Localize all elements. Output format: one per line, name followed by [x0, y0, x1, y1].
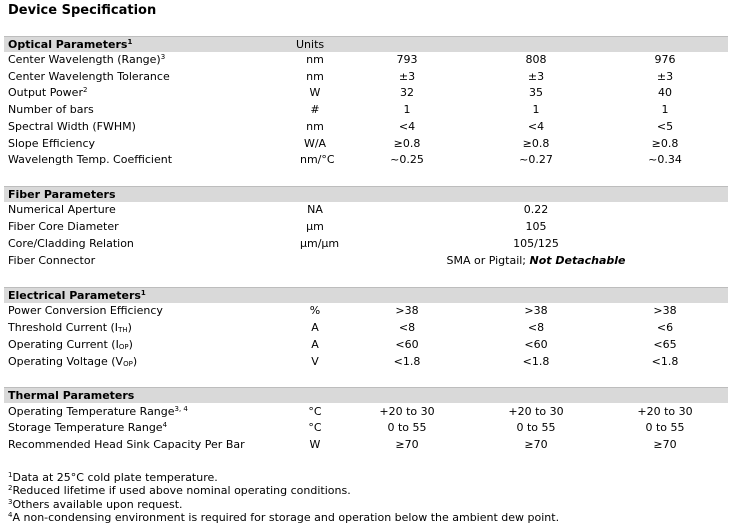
spec-label: Recommended Head Sink Capacity Per Bar — [8, 438, 245, 451]
spec-value-2: ~0.27 — [519, 153, 553, 166]
spec-value-3: 1 — [661, 103, 669, 116]
spec-value-3: ~0.34 — [648, 153, 682, 166]
spec-unit: °C — [308, 405, 322, 418]
spec-row — [4, 136, 728, 152]
spec-value-1: 32 — [400, 86, 414, 99]
spec-value-1: 793 — [396, 53, 418, 66]
spec-value-1: ~0.25 — [390, 153, 424, 166]
spec-value: 105/125 — [513, 237, 559, 250]
footnote: $^3$Others available upon request. — [8, 497, 183, 511]
spec-row — [4, 437, 728, 453]
spec-value-3: >38 — [653, 304, 677, 317]
spec-value-2: ≥70 — [524, 438, 548, 451]
spec-value-3: <5 — [656, 120, 674, 133]
section-header-fiber — [4, 186, 728, 202]
spec-unit: nm — [306, 120, 324, 133]
spec-label: Fiber Connector — [8, 254, 96, 267]
spec-value-3: 976 — [654, 53, 676, 66]
spec-unit: °C — [308, 421, 322, 434]
spec-row — [4, 420, 728, 436]
spec-unit: μm/μm — [300, 237, 340, 250]
spec-row — [4, 85, 728, 101]
spec-value-1: >38 — [395, 304, 419, 317]
spec-label: Fiber Core Diameter — [8, 220, 119, 233]
spec-value: SMA or Pigtail; Not Detachable — [446, 254, 626, 267]
spec-value-2: +20 to 30 — [508, 405, 564, 418]
spec-value-2: 0 to 55 — [516, 421, 556, 434]
spec-value-1: <60 — [395, 338, 419, 351]
spec-unit: nm — [306, 70, 324, 83]
spec-value-2: <60 — [524, 338, 548, 351]
spec-value-1: ≥0.8 — [393, 137, 421, 150]
spec-value: 105 — [525, 220, 547, 233]
spec-label: Spectral Width (FWHM) — [8, 120, 136, 133]
spec-label: Wavelength Temp. Coefficient — [8, 153, 173, 166]
spec-value-1: +20 to 30 — [379, 405, 435, 418]
spec-value-1: ±3 — [398, 70, 416, 83]
page-title: Device Specification — [8, 3, 157, 18]
spec-value-3: 40 — [658, 86, 672, 99]
spec-value-1: <1.8 — [393, 355, 421, 368]
spec-row — [4, 102, 728, 118]
spec-label: Output Power$^2$ — [8, 86, 88, 99]
spec-label: Center Wavelength (Range)$^3$ — [8, 53, 166, 66]
spec-label: Core/Cladding Relation — [8, 237, 134, 250]
spec-unit: μm — [306, 220, 324, 233]
spec-value-3: 0 to 55 — [645, 421, 685, 434]
spec-value-2: ≥0.8 — [522, 137, 550, 150]
spec-row — [4, 69, 728, 85]
spec-row — [4, 52, 728, 68]
spec-row — [4, 303, 728, 319]
spec-value-1: ≥70 — [395, 438, 419, 451]
spec-unit: nm — [306, 53, 324, 66]
section-title: Optical Parameters$^1$ — [8, 38, 133, 51]
spec-value-2: >38 — [524, 304, 548, 317]
spec-row — [4, 337, 728, 353]
footnotes — [8, 471, 559, 524]
section-title: Fiber Parameters — [8, 188, 116, 201]
spec-value-3: <65 — [653, 338, 677, 351]
spec-unit: V — [311, 355, 319, 368]
spec-label: Operating Voltage $(V_{OP})$ — [8, 355, 138, 368]
units-header: Units — [296, 38, 325, 51]
section-header-optical — [4, 36, 728, 52]
spec-label: Operating Current $(I_{OP})$ — [8, 338, 133, 351]
spec-unit: W/A — [303, 137, 327, 150]
spec-unit: nm/°C — [300, 153, 335, 166]
spec-value-3: +20 to 30 — [637, 405, 693, 418]
spec-row — [4, 236, 728, 252]
spec-row — [4, 152, 728, 168]
spec-value-3: ≥70 — [653, 438, 677, 451]
spec-label: Slope Efficiency — [8, 137, 96, 150]
spec-value-1: <8 — [398, 321, 416, 334]
spec-unit: W — [309, 86, 321, 99]
spec-unit: A — [311, 321, 319, 334]
spec-row — [4, 202, 728, 218]
spec-value-1: 0 to 55 — [387, 421, 427, 434]
spec-row — [4, 119, 728, 135]
emphasis-text: Not Detachable — [529, 254, 626, 267]
spec-unit: # — [310, 103, 320, 116]
spec-unit: A — [311, 338, 319, 351]
spec-value-3: <1.8 — [651, 355, 679, 368]
section-header-electrical — [4, 287, 728, 303]
spec-label: Numerical Aperture — [8, 203, 116, 216]
spec-unit: % — [309, 304, 321, 317]
spec-row — [4, 404, 728, 420]
section-title: Thermal Parameters — [8, 389, 135, 402]
footnote: $^4$A non-condensing environment is required for storage and operation below the ambient dew point. — [8, 510, 560, 524]
spec-row — [4, 253, 728, 269]
spec-value-2: 808 — [525, 53, 547, 66]
spec-value-3: <6 — [656, 321, 674, 334]
spec-unit: NA — [307, 203, 323, 216]
spec-label: Power Conversion Efficiency — [8, 304, 163, 317]
spec-value-2: 35 — [529, 86, 543, 99]
spec-row — [4, 320, 728, 336]
spec-value-1: 1 — [403, 103, 411, 116]
spec-value-2: 1 — [532, 103, 540, 116]
spec-label: Operating Temperature Range$^{3, 4}$ — [8, 405, 188, 418]
spec-unit: W — [309, 438, 321, 451]
spec-value-1: <4 — [398, 120, 416, 133]
spec-label: Threshold Current $(I_{TH})$ — [8, 321, 132, 334]
spec-row — [4, 354, 728, 370]
spec-value-2: <4 — [527, 120, 545, 133]
spec-value-2: <1.8 — [522, 355, 550, 368]
spec-label: Number of bars — [8, 103, 94, 116]
section-header-thermal — [4, 387, 728, 403]
spec-value-2: ±3 — [527, 70, 545, 83]
spec-value-2: <8 — [527, 321, 545, 334]
spec-value: 0.22 — [523, 203, 549, 216]
spec-row — [4, 219, 728, 235]
footnote: $^2$Reduced lifetime if used above nominal operating conditions. — [8, 484, 351, 498]
spec-value-3: ≥0.8 — [651, 137, 679, 150]
section-title: Electrical Parameters$^1$ — [8, 289, 146, 302]
spec-value-3: ±3 — [656, 70, 674, 83]
footnote: $^1$Data at 25°C cold plate temperature. — [8, 471, 218, 484]
spec-label: Storage Temperature Range$^4$ — [8, 421, 168, 434]
spec-label: Center Wavelength Tolerance — [8, 70, 170, 83]
